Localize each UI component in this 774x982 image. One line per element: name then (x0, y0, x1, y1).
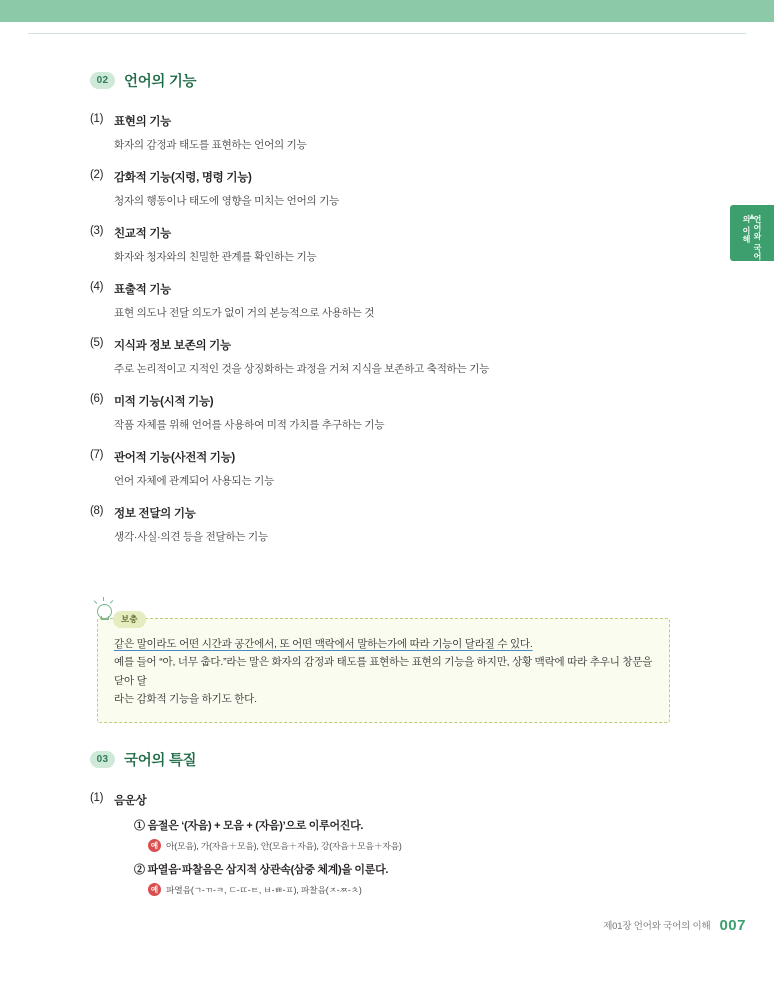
example-badge-icon: 예 (148, 883, 161, 896)
item-marker: (1) (90, 792, 104, 804)
item-heading (90, 792, 710, 808)
list-item (90, 113, 710, 152)
example-text: 파열음(ㄱ-ㄲ-ㅋ, ㄷ-ㄸ-ㅌ, ㅂ-ㅃ-ㅍ), 파찰음(ㅈ-ㅉ-ㅊ) (166, 885, 362, 895)
section-number-badge: 02 (90, 72, 115, 89)
item-description: 주로 논리적이고 지적인 것을 상징화하는 과정을 거쳐 지식을 보존하고 축적하는 기능 (114, 363, 490, 375)
supplement-callout (97, 600, 670, 723)
item-marker: (1) (90, 113, 104, 125)
item-description: 작품 자체를 위해 언어를 사용하여 미적 가치를 추구하는 기능 (114, 419, 385, 431)
item-heading (90, 449, 710, 465)
section-title: 국어의 특질 (124, 753, 197, 769)
item-heading (90, 505, 710, 521)
item-heading (90, 169, 710, 185)
list-item (90, 393, 710, 432)
header-divider (28, 33, 746, 34)
item-marker: (2) (90, 169, 104, 181)
item-description: 표현 의도나 전달 의도가 없이 거의 본능적으로 사용하는 것 (114, 307, 375, 319)
item-title: 표현의 기능 (114, 116, 171, 128)
item-description: 생각·사실·의견 등을 전달하는 기능 (114, 531, 268, 543)
chevron-up-icon: ▲ (747, 211, 757, 221)
item-title: 정보 전달의 기능 (114, 508, 196, 520)
supplement-line-2: 예를 들어 “아, 너무 춥다.”라는 말은 화자의 감정과 태도를 표현하는 표현의 기능을 하지만, 상황 맥락에 따라 추우니 창문을 닫아 달 (114, 656, 653, 687)
item-marker: (7) (90, 449, 104, 461)
item-marker: (6) (90, 393, 104, 405)
example-line (148, 839, 710, 852)
item-marker: (4) (90, 281, 104, 293)
item-description: 화자와 청자와의 친밀한 관계를 확인하는 기능 (114, 251, 317, 263)
list-item (90, 281, 710, 320)
supplement-badge: 보충 (113, 611, 146, 628)
example-badge-icon: 예 (148, 839, 161, 852)
item-title: 관어적 기능(사전적 기능) (114, 452, 235, 464)
item-marker: (5) (90, 337, 104, 349)
sub-list-item (134, 861, 710, 896)
item-title: 음운상 (114, 795, 147, 807)
item-title: 표출적 기능 (114, 284, 171, 296)
side-tab-label: 언어와 국어의 이해 (742, 215, 762, 261)
page-footer (603, 917, 746, 934)
item-heading (90, 393, 710, 409)
page-number: 007 (719, 917, 746, 934)
list-item (90, 505, 710, 544)
list-item (90, 225, 710, 264)
supplement-box (97, 614, 670, 723)
list-item (90, 169, 710, 208)
lightbulb-icon (93, 598, 115, 622)
section-korean-characteristics (90, 749, 710, 913)
item-title: 친교적 기능 (114, 228, 171, 240)
section-heading (90, 749, 710, 770)
item-marker: (8) (90, 505, 104, 517)
item-heading (90, 337, 710, 353)
example-line (148, 883, 710, 896)
sub-item-title: ② 파열음·파찰음은 삼지적 상관속(삼중 체계)을 이룬다. (134, 864, 389, 876)
section-language-functions (90, 70, 710, 561)
list-item (90, 337, 710, 376)
item-description: 언어 자체에 관계되어 사용되는 기능 (114, 475, 275, 487)
item-heading (90, 225, 710, 241)
sub-item-title: ① 음절은 ‘(자음) + 모음 + (자음)’으로 이루어진다. (134, 820, 364, 832)
item-marker: (3) (90, 225, 104, 237)
section-number-badge: 03 (90, 751, 115, 768)
side-chapter-tab (730, 205, 774, 261)
sub-list-item (134, 817, 710, 852)
list-item (90, 449, 710, 488)
item-description: 청자의 행동이나 태도에 영향을 미치는 언어의 기능 (114, 195, 340, 207)
item-title: 지식과 정보 보존의 기능 (114, 340, 231, 352)
list-item (90, 792, 710, 896)
item-heading (90, 281, 710, 297)
example-text: 아(모음), 가(자음＋모음), 안(모음＋자음), 강(자음＋모음＋자음) (166, 841, 402, 851)
item-title: 감화적 기능(지령, 명령 기능) (114, 172, 252, 184)
item-description: 화자의 감정과 태도를 표현하는 언어의 기능 (114, 139, 307, 151)
item-heading (90, 113, 710, 129)
top-decorative-band (0, 0, 774, 22)
section-title: 언어의 기능 (124, 74, 197, 90)
supplement-line-3: 라는 감화적 기능을 하기도 한다. (114, 693, 257, 706)
section-heading (90, 70, 710, 91)
supplement-line-1: 같은 말이라도 어떤 시간과 공간에서, 또 어떤 맥락에서 말하는가에 따라 기능이 달라질 수 있다. (114, 638, 533, 650)
footer-chapter-label: 제01장 언어와 국어의 이해 (603, 921, 711, 932)
item-title: 미적 기능(시적 기능) (114, 396, 214, 408)
